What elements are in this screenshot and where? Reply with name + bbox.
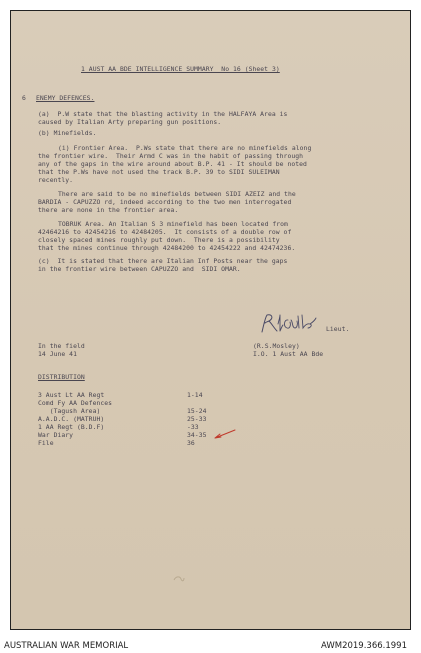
date-line: 14 June 41 <box>38 350 77 358</box>
distribution-heading: DISTRIBUTION <box>38 373 85 381</box>
distribution-recipient: 1 AA Regt (B.D.F) <box>38 423 105 431</box>
para-b-i-line-4: that the P.Ws have not used the track B.P. 39 to SIDI SULEIMAN <box>38 168 280 176</box>
para-b-iii-line-2: 42464216 to 42454216 to 42484205. It consists of a double row of <box>38 228 292 236</box>
para-b-i-line-5: recently. <box>38 176 74 184</box>
para-b-i-line-1: (i) Frontier Area. P.Ws state that there are no minefields along <box>58 144 312 152</box>
para-b-iii-line-3: closely spaced mines roughly put down. There is a possibility <box>38 236 280 244</box>
faint-stamp-mark <box>172 574 186 584</box>
para-b-i-line-2: the frontier wire. Their Armd C was in the habit of passing through <box>38 152 304 160</box>
handwritten-signature <box>258 312 320 336</box>
distribution-recipient: War Diary <box>38 431 74 439</box>
distribution-copies: 15-24 <box>187 407 207 415</box>
para-b-label: (b) Minefields. <box>38 129 97 137</box>
para-b-iii-line-4: that the mines continue through 42484200 to 42454222 and 42474236. <box>38 244 296 252</box>
signatory-title: I.O. 1 Aust AA Bde <box>253 350 324 358</box>
distribution-copies: 25-33 <box>187 415 207 423</box>
distribution-recipient: Comd Fy AA Defences <box>38 399 113 407</box>
place-line: In the field <box>38 342 85 350</box>
para-c-line-2: in the frontier wire between CAPUZZO and SIDI OMAR. <box>38 265 241 273</box>
distribution-recipient: (Tagush Area) <box>38 407 101 415</box>
para-b-iii-line-1: TOBRUK Area. An Italian S 3 minefield has been located from <box>58 220 288 228</box>
distribution-copies: -33 <box>187 423 199 431</box>
footer-institution: AUSTRALIAN WAR MEMORIAL <box>4 641 129 651</box>
red-pen-arrow-icon <box>213 428 237 440</box>
footer-accession-number: AWM2019.366.1991 <box>321 641 407 651</box>
section-number: 6 <box>22 94 26 102</box>
distribution-copies: 34-35 <box>187 431 207 439</box>
para-b-ii-line-1: There are said to be no minefields between SIDI AZEIZ and the <box>58 190 296 198</box>
distribution-recipient: A.A.D.C. (MATRUH) <box>38 415 105 423</box>
para-a-line-1: (a) P.W state that the blasting activity in the HALFAYA Area is <box>38 110 288 118</box>
distribution-recipient: File <box>38 439 54 447</box>
para-a-line-2: caused by Italian Arty preparing gun positions. <box>38 118 222 126</box>
distribution-copies: 1-14 <box>187 391 203 399</box>
document-page <box>10 11 411 629</box>
signature-rank: Lieut. <box>326 325 350 333</box>
distribution-copies: 36 <box>187 439 195 447</box>
distribution-recipient: 3 Aust Lt AA Regt <box>38 391 105 399</box>
section-heading: ENEMY DEFENCES. <box>36 94 95 102</box>
document-title: 1 AUST AA BDE INTELLIGENCE SUMMARY No 16 (Sheet 3) <box>81 65 280 73</box>
para-c-line-1: (c) It is stated that there are Italian Inf Posts near the gaps <box>38 257 288 265</box>
para-b-ii-line-2: BARDIA - CAPUZZO rd, indeed according to the two men interrogated <box>38 198 292 206</box>
para-b-i-line-3: any of the gaps in the wire around about B.P. 41 - It should be noted <box>38 160 307 168</box>
para-b-ii-line-3: there are none in the frontier area. <box>38 206 179 214</box>
signatory-name: (R.S.Mosley) <box>253 342 300 350</box>
